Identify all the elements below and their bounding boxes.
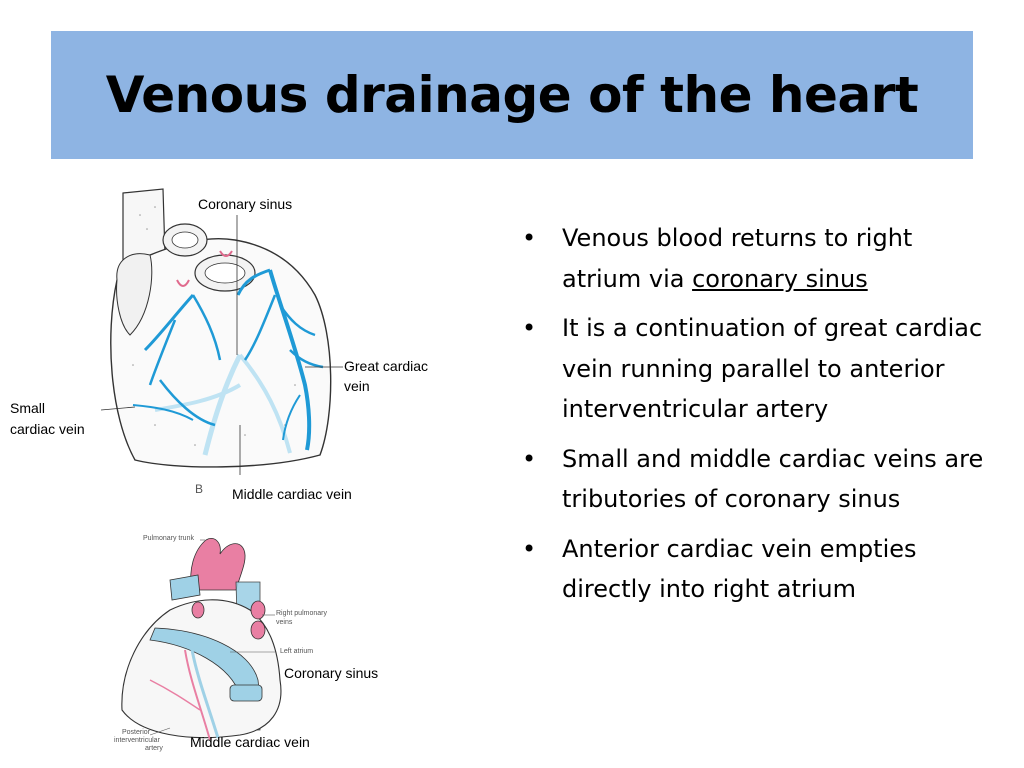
bullet-symbol: • [522,314,537,342]
bullet-item [522,529,992,610]
bullet-item [522,218,992,299]
bullet-symbol: • [522,534,537,563]
bullet-item [522,308,992,430]
label-posterior-3: artery [145,745,163,752]
bullet-symbol: • [522,224,537,252]
bullet-symbol: • [522,444,537,473]
label-great-cardiac-vein-2: vein [344,378,370,394]
bullet-text: Venous blood returns to right atrium via [562,224,913,293]
bullet-text: Anterior cardiac vein empties directly into right atrium [562,534,917,603]
heart-posterior-illustration [110,530,310,755]
bullet-text: Small and middle cardiac veins are tributories of coronary sinus [562,444,984,513]
label-coronary-sinus-bottom: Coronary sinus [284,665,379,681]
bullet-item [522,439,992,520]
bullet-text: It is a continuation of great cardiac vein running parallel to anterior interventricular artery [562,314,983,423]
slide-title: Venous drainage of the heart [105,66,919,124]
label-posterior-2: interventricular [114,737,160,744]
label-panel-letter: B [195,482,204,496]
label-great-cardiac-vein-1: Great cardiac [344,358,429,374]
label-right-pulmonary-veins-2: veins [276,619,293,626]
label-middle-cardiac-vein-bottom: Middle cardiac vein [190,734,310,750]
label-coronary-sinus-top: Coronary sinus [198,196,293,212]
bullet-list [522,218,992,619]
label-left-atrium: Left atrium [280,648,314,655]
label-right-pulmonary-veins-1: Right pulmonary [276,610,327,617]
label-middle-cardiac-vein-top: Middle cardiac vein [232,486,352,502]
label-posterior-1: Posterior [122,729,151,736]
label-small-cardiac-vein-1: Small [10,400,46,416]
title-bar [51,31,973,159]
label-pulmonary-trunk: Pulmonary trunk [143,535,194,542]
heart-anterior-illustration [95,185,345,475]
label-small-cardiac-vein-2: cardiac vein [10,421,85,437]
bullet-underlined-term: coronary sinus [692,264,868,293]
